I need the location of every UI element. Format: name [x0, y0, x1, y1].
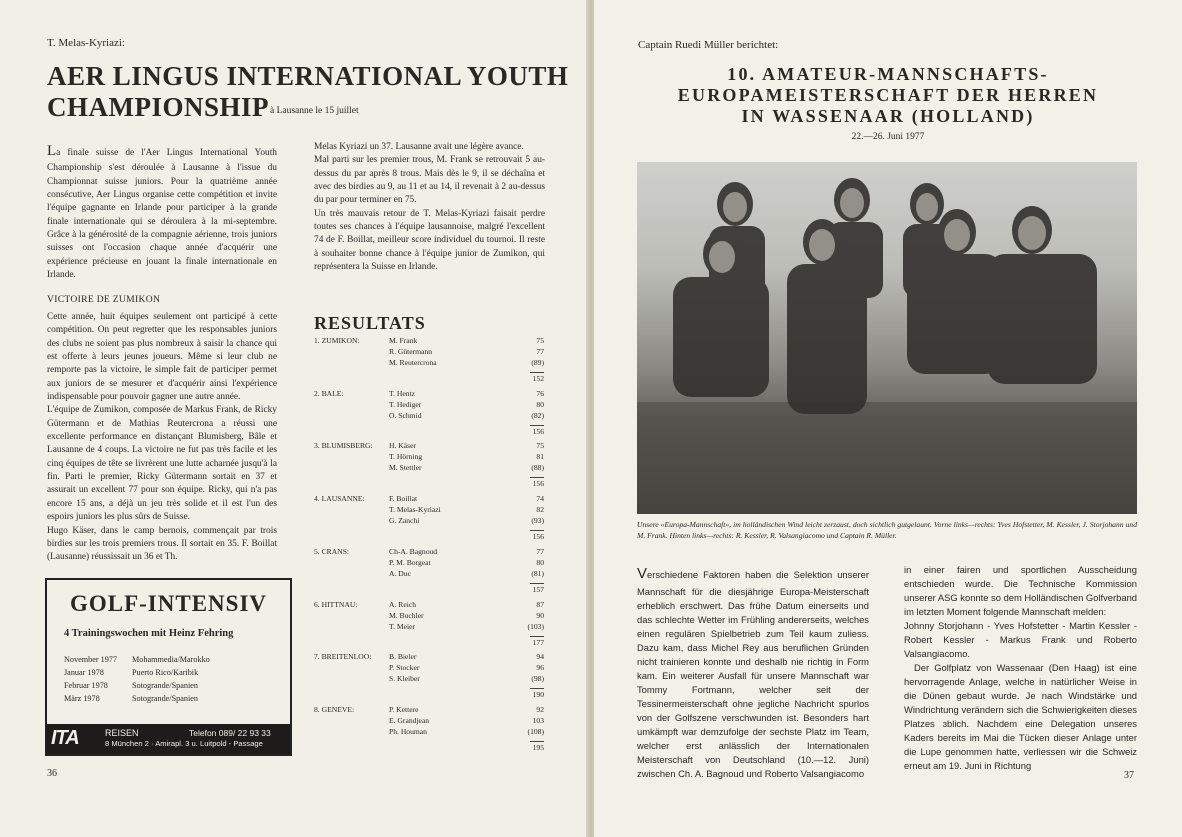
ad-phone: Telefon 089/ 22 93 33 — [189, 728, 271, 738]
result-total: 190 — [532, 690, 544, 700]
ad-schedule-row — [64, 654, 274, 667]
result-total: 156 — [532, 426, 544, 436]
result-score: 94 — [536, 652, 544, 662]
result-score: 103 — [532, 715, 544, 725]
right-column-1 — [637, 563, 869, 781]
intro-paragraph: La finale suisse de l'Aer Lingus International Youth Championship s'est déroulée à Lausanne à l'issue du Championnat suisse juniors. Pour la quatrième année consécutive, Aer Lingus organise cette compétition et invite l'équipe gagnante en Irlande pour participer à la grande finale internationale qui se déroulera à la mi-septembre. Grâce à la générosité de la compagnie aérienne, trois juniors suisses ont l'occasion chaque année d'acquérir une expérience précieuse en jouant la finale internationale en Irlande. — [47, 143, 277, 281]
result-player: A. Duc — [389, 568, 411, 578]
result-score: 77 — [536, 347, 544, 356]
result-club: 5. CRANS: — [314, 546, 350, 556]
left-title-line2: CHAMPIONSHIP — [47, 92, 269, 122]
result-total: 152 — [532, 374, 544, 383]
result-score: 87 — [536, 599, 544, 609]
result-club: 1. ZUMIKON: — [314, 336, 360, 345]
result-score: 80 — [536, 399, 544, 409]
result-player: M. Frank — [389, 336, 418, 345]
ad-schedule-when: Februar 1978 — [64, 681, 108, 690]
right-col2-paragraph-3: Der Golfplatz von Wassenaar (Den Haag) ist eine hervorragende Anlage, welche in natürlicher Weise in die Dünen gebaut wurde. Je nach Windstärke und Windrichtung verändern sich die Schwierigkeiten dieses Platzes ɜblich. Nachdem eine Delegation unseres Kaders bereits im Mai die Tücken dieser Anlage unter die Lupe genommen hatte, verliessen wir die Schweiz erneut am 19. Juni in Richtung — [904, 662, 1137, 771]
result-sum-line — [530, 688, 544, 689]
result-total: 177 — [532, 637, 544, 647]
result-score: 74 — [536, 494, 544, 504]
result-player: T. Hediger — [389, 399, 422, 409]
result-club: 7. BREITENLOO: — [314, 652, 372, 662]
right-page-number: 37 — [1124, 770, 1134, 781]
result-score: (89) — [531, 358, 544, 367]
result-score: 81 — [536, 452, 544, 462]
section-heading: VICTOIRE DE ZUMIKON — [47, 294, 161, 306]
result-player: M. Buchler — [389, 610, 424, 620]
result-player: P. M. Borgeat — [389, 557, 431, 567]
ad-schedule-row — [64, 667, 274, 680]
result-player: P. Kettere — [389, 704, 419, 714]
result-score: (103) — [527, 621, 544, 631]
ad-schedule-where: Puerto Rico/Karibik — [132, 668, 199, 677]
ad-schedule-when: Januar 1978 — [64, 668, 104, 677]
result-score: 77 — [536, 546, 544, 556]
result-score: 96 — [536, 663, 544, 673]
left-page — [0, 0, 588, 837]
results-heading: RESULTATS — [314, 313, 426, 333]
result-player: S. Kleiber — [389, 674, 420, 684]
result-sum-line — [530, 477, 544, 478]
right-col2-paragraph-2: Johnny Storjohann - Yves Hofstetter - Martin Kessler - Robert Kessler - Markus Frank und Roberto Valsangiacomo. — [904, 620, 1137, 659]
result-sum-line — [530, 425, 544, 426]
result-total: 156 — [532, 479, 544, 489]
right-dates: 22.—26. Juni 1977 — [851, 132, 925, 142]
result-player: M. Stettler — [389, 463, 422, 473]
result-player: T. Hentz — [389, 388, 416, 398]
result-total: 195 — [532, 742, 544, 752]
ad-schedule-row — [64, 693, 274, 706]
result-total: 156 — [532, 532, 544, 542]
result-player: F. Boillat — [389, 494, 418, 504]
team-photo-figures — [637, 162, 1137, 514]
result-player: O. Schmid — [389, 410, 422, 420]
ad-schedule-where: Sotogrande/Spanien — [132, 681, 198, 690]
photo-caption: Unsere «Europa-Mannschaft», im holländischen Wind leicht zerzaust, doch sichtlich gutgelaunt. Vorne links—rechts: Yves Hofstetter, M. Kessler, J. Storjohann und M. Frank. Hinten links—rechts: R. Kessler, R. Valsangiacomo und Captain R. Müller. — [637, 520, 1137, 541]
paragraph-2: Cette année, huit équipes seulement ont participé à cette compétition. On peut regretter que les responsables juniors des clubs ne soient pas plus nombreux à saisir la chance qui est offerte à leurs jeunes joueurs. Même si leur club ne remporte pas la victoire, le simple fait de participer permet aux juniors de se mesurer et d'acquérir ainsi l'expérience indispensable pour pouvoir gagner une autre année. — [47, 312, 277, 403]
result-score: 75 — [536, 441, 544, 451]
ad-schedule — [64, 654, 274, 706]
result-total: 157 — [532, 584, 544, 594]
right-column-2 — [904, 563, 1137, 773]
result-score: 80 — [536, 557, 544, 567]
result-sum-line — [530, 741, 544, 742]
result-player: T. Hörning — [389, 452, 423, 462]
right-byline: Captain Ruedi Müller berichtet: — [638, 39, 779, 51]
results-table — [314, 336, 544, 756]
left-page-number: 36 — [47, 768, 57, 779]
result-player: E. Grandjean — [389, 715, 430, 725]
result-player: M. Reutercrona — [389, 358, 437, 367]
result-score: 82 — [536, 505, 544, 515]
right-title-line1: 10. AMATEUR-MANNSCHAFTS- — [727, 64, 1049, 84]
left-column-2 — [314, 141, 545, 274]
result-score: (98) — [531, 674, 544, 684]
result-player: R. Gütermann — [389, 347, 433, 356]
ad-subtitle: 4 Trainingswochen mit Heinz Fehring — [64, 628, 234, 639]
right-title-line2: EUROPAMEISTERSCHAFT DER HERREN — [677, 85, 1099, 106]
left-title-line1: AER LINGUS INTERNATIONAL YOUTH — [47, 61, 569, 91]
team-photo — [637, 162, 1137, 514]
result-player: P. Stocker — [389, 663, 420, 673]
result-club: 4. LAUSANNE: — [314, 494, 365, 504]
ad-schedule-row — [64, 680, 274, 693]
result-player: H. Käser — [389, 441, 416, 451]
result-score: 75 — [536, 336, 544, 345]
result-score: (88) — [531, 463, 544, 473]
left-column-1 — [47, 141, 277, 565]
result-player: G. Zanchi — [389, 516, 420, 526]
paragraph-3: L'équipe de Zumikon, composée de Markus Frank, de Ricky Gütermann et de Mathias Reutercrona a réussi une excellente performance en distançant Blumisberg, Bâle et Lausanne de 4 coups. La victoire ne fut pas très facile et les cinq équipes de tête se livrèrent une lutte acharnée jusqu'à la fin. Parti le premier, Ricky Gütermann sortait en 37 et assurait un excellent 77 pour son équipe. Ricky, qui n'a pas encore 15 ans, a déjà un jeu très solide et il est l'un des espoirs juniors les plus sûrs de Suisse. — [47, 405, 277, 523]
result-player: Ch-A. Bagnoud — [389, 546, 438, 556]
col2-paragraph-2: Mal parti sur les premier trous, M. Frank se retrouvait 5 au-dessus du par après 8 trous. Mais dès le 9, il se déchaîna et avec des birdies au 9, au 11 et au 14, il revenait à 2 au-dessus du par pour terminer en 75. — [314, 155, 545, 206]
result-player: B. Bieler — [389, 652, 417, 662]
result-score: 90 — [536, 610, 544, 620]
result-player: A. Reich — [389, 599, 416, 609]
right-title — [594, 64, 1182, 128]
result-sum-line — [530, 636, 544, 637]
result-player: T. Meier — [389, 621, 416, 631]
result-club: 8. GENEVE: — [314, 704, 355, 714]
right-page — [594, 0, 1182, 837]
result-club: 3. BLUMISBERG: — [314, 441, 373, 451]
result-score: (93) — [531, 516, 544, 526]
ad-footer-band — [47, 724, 290, 754]
result-player: T. Melas-Kyriazi — [389, 505, 441, 515]
result-score: (82) — [531, 410, 544, 420]
result-score: (108) — [527, 726, 544, 736]
result-score: 92 — [536, 704, 544, 714]
result-sum-line — [530, 530, 544, 531]
left-location-date: à Lausanne le 15 juillet — [270, 106, 359, 116]
right-title-line3: IN WASSENAAR (HOLLAND) — [741, 106, 1035, 127]
paragraph-4: Hugo Käser, dans le camp bernois, commençait par trois birdies sur les trois premiers trous. Il sortait en 35. F. Boillat (Lausanne) réussissait un 36 et Th. — [47, 525, 277, 563]
ita-logo: ITA — [51, 727, 79, 749]
golf-intensiv-ad — [45, 578, 292, 756]
left-byline: T. Melas-Kyriazi: — [47, 37, 125, 49]
ad-reisen: REISEN — [105, 728, 139, 738]
ad-schedule-where: Mohammedia/Marokko — [132, 655, 210, 664]
col2-paragraph-3: Un très mauvais retour de T. Melas-Kyriazi faisait perdre toutes ses chances à l'équipe lausannoise, malgré l'excellent 74 de F. Boillat, meilleur score individuel du tournoi. Il reste à souhaiter bonne chance à l'équipe junior de Zumikon, qui représentera la Suisse en Irlande. — [314, 208, 545, 273]
result-club: 2. BALE: — [314, 388, 344, 398]
result-player: Ph. Houman — [389, 726, 427, 736]
result-score: 76 — [536, 388, 544, 398]
result-sum-line — [530, 583, 544, 584]
result-score: (81) — [531, 568, 544, 578]
ad-schedule-when: November 1977 — [64, 655, 117, 664]
ad-title: GOLF-INTENSIV — [69, 591, 268, 616]
col2-paragraph-1: Melas Kyriazi un 37. Lausanne avait une légère avance. — [314, 142, 524, 152]
ad-schedule-where: Sotogrande/Spanien — [132, 694, 198, 703]
right-col1-text: Verschiedene Faktoren haben die Selektion unserer Mannschaft für die diesjährige Europa-Meisterschaft erheblich erschwert. Das frühe Datum einerseits und das schlechte Wetter im Frühling andererseits, welches einen regulären Spielbetrieb zum Teil kaum zuliess. Dazu kam, dass Michel Rey aus beruflichen Gründen nicht trainieren konnte und deshalb nie richtig in Form kam. Ein weiterer Ausfall für unsere Mannschaft war Tommy Fortmann, welcher seit der Tessinermeisterschaft ohne jegliche Nachricht spurlos von der Golfszene verschwunden ist. Besonders hart umkämpft war demzufolge der sechste Platz im Team, welcher erst anlässlich der Internationalen Meisterschaft von Deutschland (10.—12. Juni) zwischen Ch. A. Bagnoud und Roberto Valsangiacomo — [637, 565, 869, 780]
result-sum-line — [530, 372, 544, 373]
result-club: 6. HITTNAU: — [314, 599, 358, 609]
ad-address: 8 München 2 · Amirapl. 3 u. Luitpold - Passage — [105, 739, 263, 748]
ad-schedule-when: März 1978 — [64, 694, 100, 703]
right-col2-paragraph-1: in einer fairen und sportlichen Ausscheidung entschieden wurde. Die Technische Kommission unserer ASG konnte so dem Holländischen Golfverband im letzten Moment folgende Mannschaft melden: — [904, 564, 1137, 617]
